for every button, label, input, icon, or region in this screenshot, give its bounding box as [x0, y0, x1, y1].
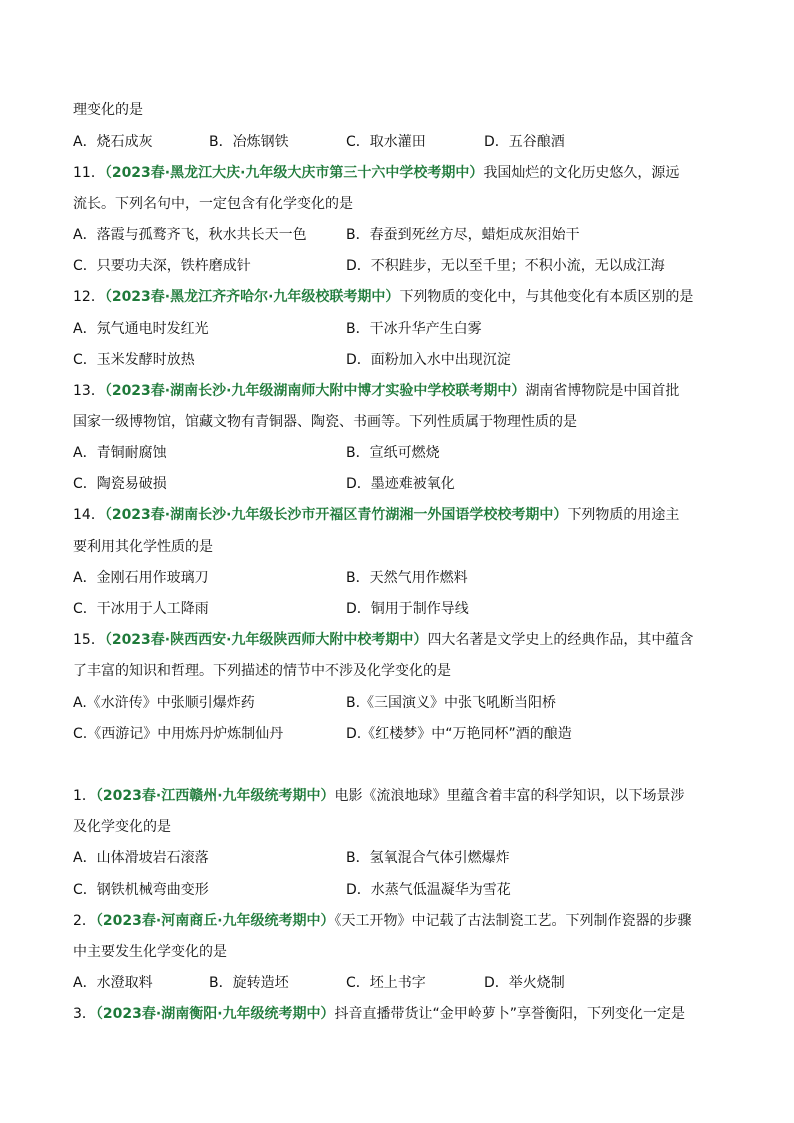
- q10-stem-tail: 理变化的是: [73, 102, 143, 118]
- question-number: 2．: [73, 913, 96, 929]
- q12-option-a: A．氖气通电时发红光: [73, 321, 209, 337]
- q15-option-b: B.《三国演义》中张飞吼断当阳桥: [346, 695, 557, 711]
- question-text: 下列物质的用途主: [567, 507, 680, 523]
- question-number: 13．: [73, 383, 105, 399]
- q12-option-b: B．干冰升华产生白雾: [346, 321, 482, 337]
- q11-option-c: C．只要功夫深，铁杵磨成针: [73, 258, 251, 274]
- q15-option-c: C.《西游记》中用炼丹炉炼制仙丹: [73, 726, 284, 742]
- p2-stem-cont: 中主要发生化学变化的是: [73, 944, 227, 960]
- q13-stem: [73, 381, 734, 401]
- p2-stem: [73, 911, 734, 931]
- question-number: 12．: [73, 289, 105, 305]
- p2-option-d: D．举火烧制: [484, 975, 565, 991]
- question-text: 我国灿烂的文化历史悠久，源远: [483, 165, 680, 181]
- q15-stem: [73, 630, 734, 650]
- p2-option-a: A．水澄取料: [73, 975, 153, 991]
- question-text: 湖南省博物院是中国首批: [525, 383, 680, 399]
- q15-stem-cont: 了丰富的知识和哲理。下列描述的情节中不涉及化学变化的是: [73, 663, 451, 679]
- q10-option-c: C．取水灌田: [346, 134, 426, 150]
- question-text: 下列物质的变化中，与其他变化有本质区别的是: [399, 289, 694, 305]
- q11-option-a: A．落霞与孤鹜齐飞，秋水共长天一色: [73, 227, 307, 243]
- q13-option-c: C．陶瓷易破损: [73, 476, 167, 492]
- question-source: （2023春·湖南长沙·九年级长沙市开福区青竹湖湘一外国语学校校考期中）: [104, 507, 568, 523]
- q12-option-c: C．玉米发酵时放热: [73, 352, 195, 368]
- q12-option-d: D．面粉加入水中出现沉淀: [346, 352, 511, 368]
- question-source: （2023春·黑龙江大庆·九年级大庆市第三十六中学校考期中）: [104, 165, 484, 181]
- q14-stem-cont: 要利用其化学性质的是: [73, 539, 213, 555]
- question-number: 3．: [73, 1006, 96, 1022]
- q15-option-a: A.《水浒传》中张顺引爆炸药: [73, 695, 255, 711]
- question-source: （2023春·黑龙江齐齐哈尔·九年级校联考期中）: [104, 289, 400, 305]
- q14-option-b: B．天然气用作燃料: [346, 570, 468, 586]
- question-source: （2023春·陕西西安·九年级陕西师大附中校考期中）: [104, 632, 428, 648]
- q13-stem-cont: 国家一级博物馆，馆藏文物有青铜器、陶瓷、书画等。下列性质属于物理性质的是: [73, 414, 577, 430]
- p1-stem-cont: 及化学变化的是: [73, 819, 171, 835]
- q14-option-d: D．铜用于制作导线: [346, 601, 469, 617]
- question-text: 四大名著是文学史上的经典作品，其中蕴含: [427, 632, 694, 648]
- q11-option-b: B．春蚕到死丝方尽，蜡炬成灰泪始干: [346, 227, 580, 243]
- p1-option-c: C．钢铁机械弯曲变形: [73, 882, 209, 898]
- question-text: 抖音直播带货让“金甲岭萝卜”享誉衡阳，下列变化一定是: [334, 1006, 686, 1022]
- question-number: 15．: [73, 632, 105, 648]
- question-number: 1．: [73, 788, 96, 804]
- p1-option-a: A．山体滑坡岩石滚落: [73, 850, 209, 866]
- q11-option-d: D．不积跬步，无以至千里；不积小流，无以成江海: [346, 258, 665, 274]
- question-source: （2023春·江西赣州·九年级统考期中）: [95, 788, 335, 804]
- p1-option-d: D．水蒸气低温凝华为雪花: [346, 882, 511, 898]
- p2-option-b: B．旋转造坯: [209, 975, 289, 991]
- p1-stem: [73, 786, 734, 806]
- q11-stem: [73, 163, 734, 183]
- q13-option-b: B．宣纸可燃烧: [346, 445, 440, 461]
- question-text: 电影《流浪地球》里蕴含着丰富的科学知识，以下场景涉: [334, 788, 685, 804]
- p3-stem: [73, 1004, 734, 1024]
- q14-option-c: C．干冰用于人工降雨: [73, 601, 209, 617]
- q11-stem-cont: 流长。下列名句中，一定包含有化学变化的是: [73, 196, 353, 212]
- question-text: 《天工开物》中记载了古法制瓷工艺。下列制作瓷器的步骤: [334, 913, 692, 929]
- q13-option-a: A．青铜耐腐蚀: [73, 445, 167, 461]
- q14-option-a: A．金刚石用作玻璃刀: [73, 570, 209, 586]
- p2-option-c: C．坯上书字: [346, 975, 426, 991]
- question-source: （2023春·湖南长沙·九年级湖南师大附中博才实验中学校联考期中）: [104, 383, 526, 399]
- p1-option-b: B．氢氧混合气体引燃爆炸: [346, 850, 510, 866]
- question-source: （2023春·湖南衡阳·九年级统考期中）: [95, 1006, 335, 1022]
- q12-stem: [73, 287, 734, 307]
- q10-option-a: A．烧石成灰: [73, 134, 153, 150]
- q10-option-b: B．冶炼钢铁: [209, 134, 289, 150]
- q14-stem: [73, 505, 734, 525]
- question-number: 14．: [73, 507, 105, 523]
- q13-option-d: D．墨迹难被氧化: [346, 476, 455, 492]
- q10-option-d: D．五谷酿酒: [484, 134, 565, 150]
- question-number: 11．: [73, 165, 105, 181]
- question-source: （2023春·河南商丘·九年级统考期中）: [95, 913, 335, 929]
- q15-option-d: D.《红楼梦》中“万艳同杯”酒的酿造: [346, 726, 572, 742]
